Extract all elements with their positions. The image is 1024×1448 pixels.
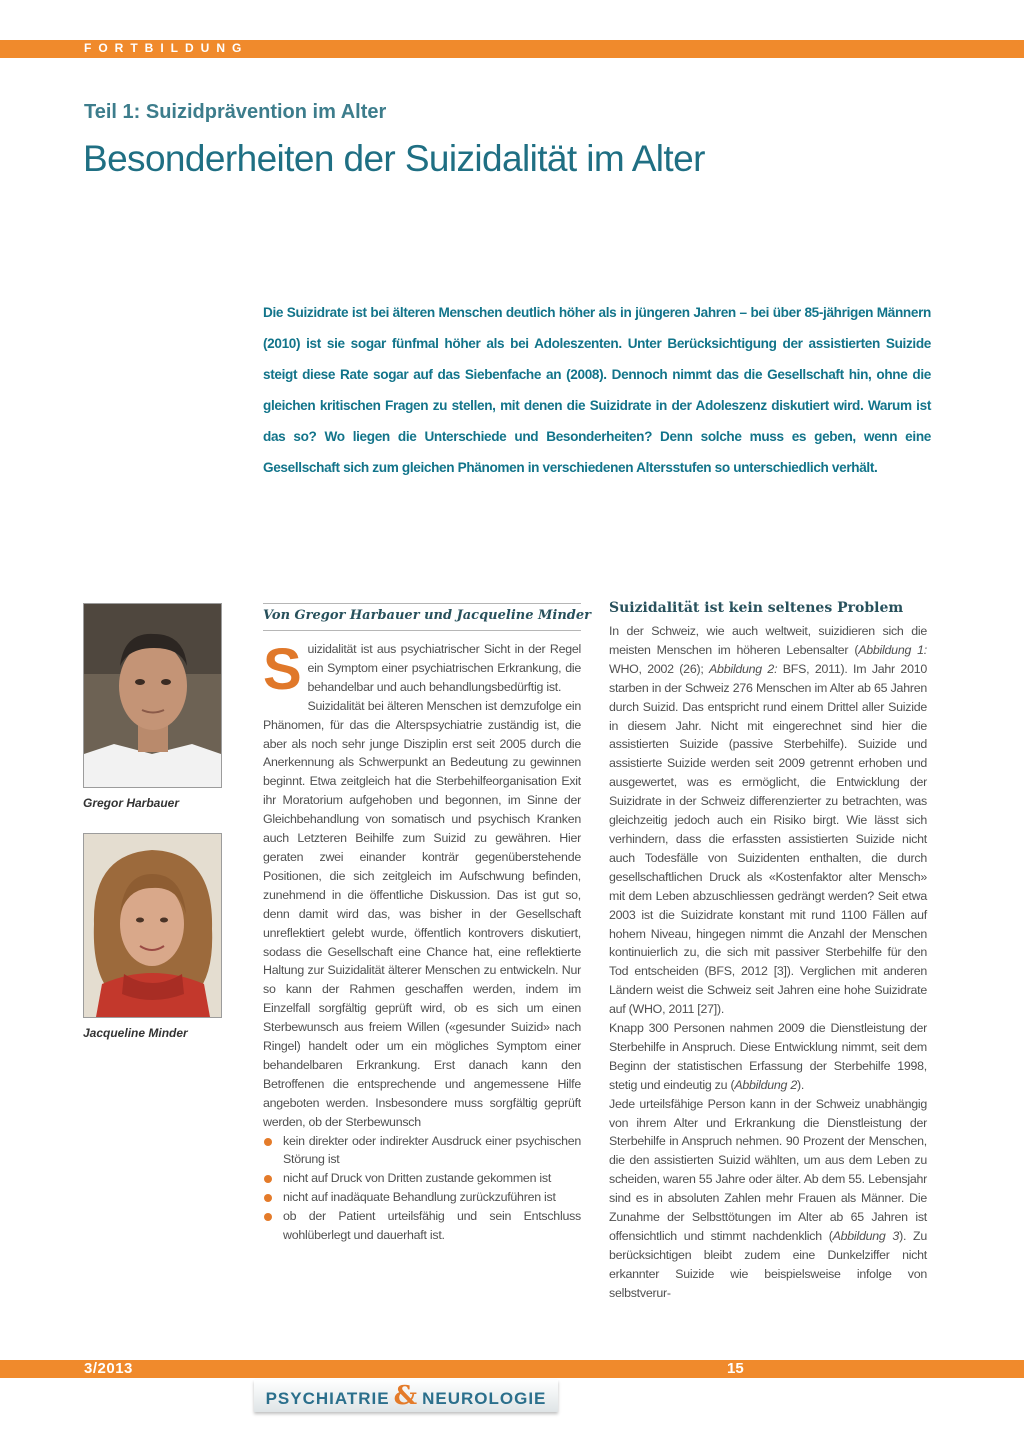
body-column-left [263,637,581,1245]
list-item: kein direkter oder indirekter Ausdruck einer psychischen Störung ist [263,1132,581,1170]
body-column-right [609,622,927,1303]
section-heading: Suizidalität ist kein seltenes Problem [609,600,904,616]
section-bar [0,40,1024,58]
article-kicker: Teil 1: Suizidprävention im Alter [84,101,387,123]
figure-reference: Abbildung 1: [858,642,927,657]
byline-rule-bottom [263,630,581,631]
text-run: In der Schweiz, wie auch weltweit, suizidieren sich die meisten Menschen im höheren Lebensalter ( [609,624,927,657]
author-caption: Jacqueline Minder [83,1026,188,1040]
body-paragraph: Suizidalität bei älteren Menschen ist demzufolge ein Phänomen, für das die Alterspsychiatrie zuständig ist, die aber als noch sehr junge Disziplin erst seit 2005 durch die Anerkennung als Schwerpunkt an Bedeutung zu gewinnen beginnt. Etwa zeitgleich hat die Sterbehilfeorganisation Exit ihr Moratorium aufgehoben und begonnen, im Sinne der Gleichbehandlung von somatisch und psychisch Kranken auch Letzteren Beihilfe zum Suizid zu gewähren. Hier geraten zwei einander konträr gegenüberstehende Positionen, die sich zeitgleich im Aufschwung befinden, zunehmend in die öffentliche Diskussion. Das ist gut so, denn damit wird das, was bisher in der Gesellschaft unreflektiert gelebt wurde, öffentlich kontrovers diskutiert, sodass die Gesellschaft eine Chance hat, eine reflektierte Haltung zur Suizidalität älterer Menschen zu entwickeln. Nur so kann der Rahmen geschaffen werden, indem im Einzelfall sorgfältig geprüft wird, ob es sich um einen Sterbewunsch aus freiem Willen («gesunder Suizid» nach Ringel) handelt oder um ein mögliches Symptom einer behandelbaren Erkrankung. Erst danach kann den Betroffenen die entsprechende und angemessene Hilfe angeboten werden. Insbesondere muss sorgfältig geprüft werden, ob der Sterbewunsch [263,698,581,1129]
figure-reference: Abbildung 2: [709,661,778,676]
author-photo-minder [83,833,222,1018]
drop-cap: S [263,637,302,702]
text-run: Jede urteilsfähige Person kann in der Schweiz unabhängig von ihrem Alter und Erkrankung die Dienstleistung der Sterbehilfe in Anspruch nehmen. 90 Prozent der Menschen, die den assistierten Suizid wählten, um aus dem Leben zu scheiden, waren 55 Jahre oder älter. Ab dem 55. Lebensjahr sind es in absoluten Zahlen mehr Frauen als Männer. Die Zunahme der Selbsttötungen im Alter ab 65 Jahren ist offensichtlich und stimmt nachdenklich ( [609,1096,927,1243]
byline-rule-top [263,603,581,604]
journal-logo [254,1380,558,1412]
footer-bar [0,1360,1024,1378]
byline: Von Gregor Harbauer und Jacqueline Minder [263,608,592,623]
figure-reference: Abbildung 3 [832,1229,900,1243]
author-photo-harbauer [83,603,222,788]
text-run: ). Zu berücksichtigen bleibt zudem eine Dunkelziffer nicht erkannter Suizide wie beispielsweise infolge von selbstverur- [609,1229,927,1300]
author-caption: Gregor Harbauer [83,796,180,810]
list-item: ob der Patient urteilsfähig und sein Entschluss wohlüberlegt und dauerhaft ist. [263,1207,581,1245]
text-run: WHO, 2002 (26); [609,661,710,676]
body-paragraph [609,1019,927,1095]
page-number: 15 [727,1360,744,1377]
journal-name-left: PSYCHIATRIE [265,1389,390,1408]
body-paragraph [609,1095,927,1303]
journal-ampersand: & [393,1381,419,1411]
issue-number: 3/2013 [84,1360,133,1377]
text-run: Knapp 300 Personen nahmen 2009 die Dienstleistung der Sterbehilfe in Anspruch. Diese Entwicklung nimmt, seit dem Beginn der statistischen Erfassung der Sterbehilfe 1998, stetig und eindeutig zu ( [609,1021,927,1092]
body-paragraph [609,622,927,1019]
body-paragraph: uizidalität ist aus psychiatrischer Sicht in der Regel ein Symptom einer psychiatrischen Erkrankung, die behandelbar und auch behandlungsbedürftig ist. [307,642,581,694]
journal-name-right: NEUROLOGIE [422,1389,547,1408]
list-item: nicht auf inadäquate Behandlung zurückzuführen ist [263,1188,581,1207]
section-label: FORTBILDUNG [84,41,249,55]
article-title: Besonderheiten der Suizidalität im Alter [83,138,705,179]
list-item: nicht auf Druck von Dritten zustande gekommen ist [263,1169,581,1188]
criteria-list [263,1132,581,1245]
article-lead: Die Suizidrate ist bei älteren Menschen deutlich höher als in jüngeren Jahren – bei über 85-jährigen Männern (2010) ist sie sogar fünfmal höher als bei Adoleszenten. Unter Berücksichtigung der assistierten Suizide steigt diese Rate sogar auf das Siebenfache an (2008). Dennoch nimmt das die Gesellschaft hin, ohne die gleichen kritischen Fragen zu stellen, mit denen die Suizidrate in der Adoleszenz diskutiert wird. Warum ist das so? Wo liegen die Unterschiede und Besonderheiten? Denn solche muss es geben, wenn eine Gesellschaft sich zum gleichen Phänomen in verschiedenen Altersstufen so unterschiedlich verhält. [263,305,931,476]
text-run: ). [797,1077,805,1092]
text-run: BFS, 2011). Im Jahr 2010 starben in der Schweiz 276 Menschen im Alter ab 65 Jahren durch Suizid. Das entspricht rund einem Drittel aller Suizide in diesem Jahr. Nicht mit eingerechnet sind hier die assistierten Suizide (passive Sterbehilfe). Suizide und assistierte Suizide werden seit 2009 getrennt erhoben und ausgewertet, was es ermöglicht, die Entwicklung der Suizidrate in der Schweiz differenzierter zu betrachten, was gleichzeitig jedoch auch ein Risiko birgt. Wie lässt sich verhindern, dass die erfassten assistierten Suizide nicht auch Todesfälle von Suizidenten enthalten, die durch gesellschaftlichen Druck als «Kostenfaktor alter Mensch» mit dem Leben abzuschliessen gedrängt werden? Seit etwa 2003 ist die Suizidrate konstant mit rund 1100 Fällen auf hohem Niveau, hingegen nimmt die Anzahl der Menschen kontinuierlich zu, die sich mit passiver Sterbehilfe für den Tod entscheiden (BFS, 2012 [3]). Verglichen mit anderen Ländern weist die Schweiz seit Jahren eine hohe Suizidrate auf (WHO, 2011 [27]). [609,661,927,1017]
figure-reference: Abbildung 2 [734,1077,798,1092]
